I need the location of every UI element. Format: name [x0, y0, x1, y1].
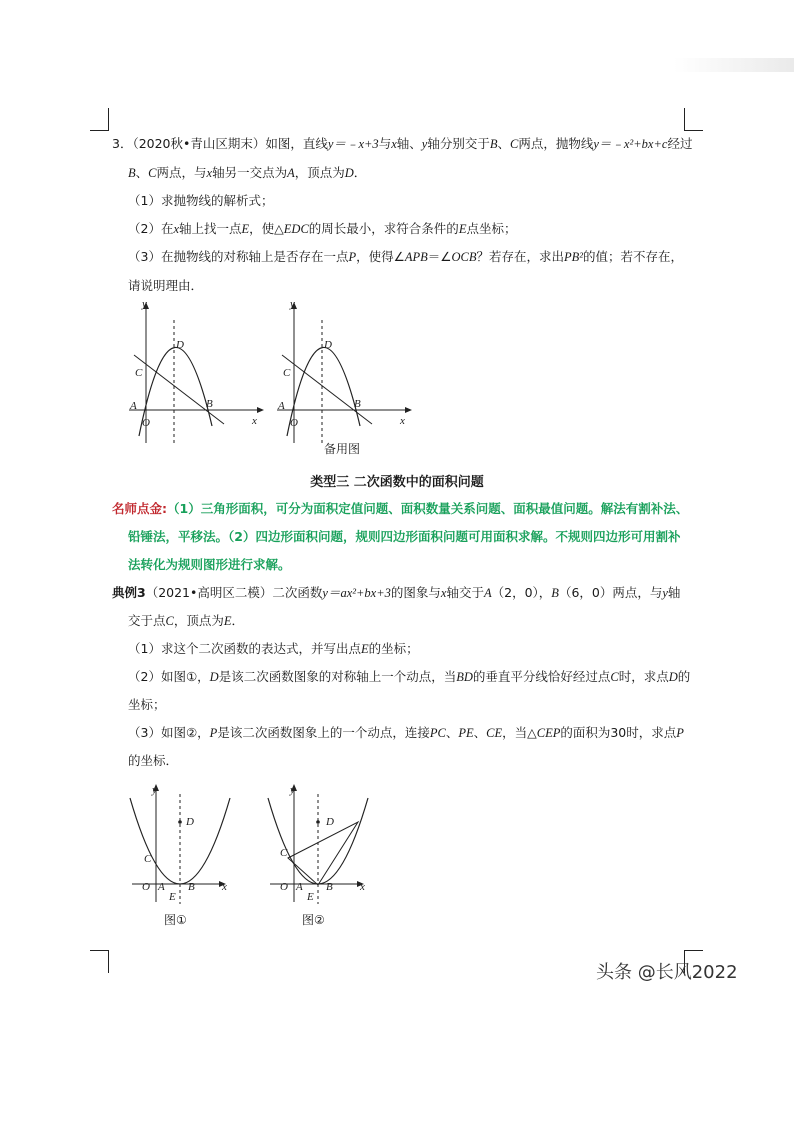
var-C: C	[148, 166, 157, 180]
crop-mark-bottom-left	[90, 950, 109, 973]
text: 与	[378, 136, 392, 151]
label-a: A	[158, 881, 165, 893]
label-e: E	[169, 891, 176, 903]
var-C: C	[510, 137, 519, 151]
var-E: E	[241, 222, 250, 236]
label-y: y	[290, 298, 295, 310]
var-B: B	[128, 166, 136, 180]
text: （6，0）两点，与	[558, 585, 663, 600]
var-x: x	[391, 137, 397, 151]
text: 点坐标；	[466, 221, 517, 236]
example3-figure-1	[124, 780, 239, 910]
text: 的周长最小，求符合条件的	[308, 221, 459, 236]
text: 时，求点	[618, 669, 669, 684]
example3-q3	[128, 724, 684, 742]
text: （2，0），	[491, 585, 552, 600]
label-a: A	[296, 881, 303, 893]
label-d: D	[186, 816, 194, 828]
var-EDC: EDC	[283, 222, 309, 236]
problem3-figure-backup	[272, 298, 417, 450]
label-d: D	[176, 339, 184, 351]
var-APB: APB	[404, 250, 428, 264]
label-b: B	[326, 881, 333, 893]
var-PC: PC	[429, 726, 446, 740]
label-b: B	[206, 398, 213, 410]
parabola	[268, 798, 368, 884]
var-x: x	[440, 586, 447, 600]
var-x: x	[173, 222, 180, 236]
text: 轴交于	[446, 585, 484, 600]
tip-line2: 铅锤法，平移法。（2）四边形面积问题，规则四边形面积问题可用面积求解。不规则四边形可用割补	[128, 529, 681, 544]
text: 轴分别交于	[427, 136, 490, 151]
var-P: P	[676, 726, 684, 740]
label-a: A	[130, 400, 137, 412]
var-P: P	[348, 250, 357, 264]
text: 、	[473, 725, 487, 740]
var-D: D	[209, 670, 219, 684]
crop-mark-top-right	[684, 108, 703, 131]
text: ．	[231, 613, 245, 628]
example3-line2	[128, 612, 244, 630]
text: ，使得∠	[356, 249, 405, 264]
text: 轴、	[396, 136, 422, 151]
label-o: O	[280, 881, 288, 893]
figure1-caption: 图①	[164, 913, 187, 927]
label-x: x	[252, 415, 257, 427]
text: ，顶点为	[294, 165, 345, 180]
var-OCB: OCB	[451, 250, 477, 264]
label-a: A	[278, 400, 285, 412]
var-B: B	[489, 137, 498, 151]
var-C: C	[610, 670, 619, 684]
label-b: B	[188, 881, 195, 893]
example-label: 典例3	[112, 585, 146, 600]
point-d	[316, 820, 320, 824]
label-o: O	[142, 417, 150, 429]
var-y: y	[662, 586, 668, 600]
var-E: E	[360, 642, 369, 656]
text: 是该二次函数图象的对称轴上一个动点，当	[218, 669, 457, 684]
text: 的面积为30时，求点	[560, 725, 677, 740]
var-A: A	[287, 166, 295, 180]
parabola	[130, 798, 230, 884]
problem3-q3-cont: 请说明理由．	[128, 278, 204, 293]
example3-line1	[112, 584, 680, 602]
text: （2）在	[128, 221, 174, 236]
text: 的	[677, 669, 691, 684]
text: （3）如图②，	[128, 725, 210, 740]
var-E: E	[223, 614, 232, 628]
text: ，使△	[249, 221, 284, 236]
label-y: y	[142, 298, 147, 310]
text: （2）如图①，	[128, 669, 210, 684]
text: （1）求这个二次函数的表达式，并写出点	[128, 641, 361, 656]
backup-figure-caption: 备用图	[324, 442, 361, 456]
x-axis-arrow	[405, 407, 412, 413]
watermark: 头条 @长风2022	[596, 962, 738, 983]
x-axis-arrow	[257, 407, 264, 413]
label-c: C	[283, 367, 291, 379]
text: 、	[135, 165, 149, 180]
problem3-figure-1	[124, 298, 269, 450]
label-c: C	[135, 367, 143, 379]
var-CE: CE	[486, 726, 503, 740]
text: 的垂直平分线恰好经过点	[472, 669, 611, 684]
text: 的值；若不存在，	[583, 249, 684, 264]
problem3-q1: （1）求抛物线的解析式；	[128, 193, 274, 208]
example3-q2-cont: 坐标；	[128, 697, 166, 712]
example3-q1	[128, 640, 419, 658]
label-d: D	[324, 339, 332, 351]
figure2-caption: 图②	[302, 913, 325, 927]
problem3-q2	[128, 220, 516, 238]
crop-mark-top-left	[90, 108, 109, 131]
var-P: P	[209, 726, 218, 740]
var-y: y	[421, 137, 428, 151]
tip-text: （1）三角形面积，可分为面积定值问题、面积数量关系问题、面积最值问题。解法有割补法、	[167, 501, 689, 516]
text: 、	[497, 136, 511, 151]
tip-label: 名师点金:	[112, 501, 167, 516]
var-D: D	[668, 670, 678, 684]
text: 两点，抛物线	[518, 136, 594, 151]
scan-shadow	[674, 58, 794, 72]
text: 的图象与	[390, 585, 441, 600]
label-o: O	[290, 417, 298, 429]
example3-figure-2	[262, 780, 377, 910]
label-y: y	[290, 784, 295, 796]
label-x: x	[360, 881, 365, 893]
text: ，当△	[502, 725, 537, 740]
text: 轴另一交点为	[212, 165, 288, 180]
text: （2021•高明区二模）二次函数	[145, 585, 323, 600]
label-c: C	[280, 847, 288, 859]
label-x: x	[400, 415, 405, 427]
text: 轴上找一点	[179, 221, 242, 236]
text: 的坐标；	[368, 641, 419, 656]
var-PE: PE	[458, 726, 474, 740]
var-D: D	[344, 166, 354, 180]
tip-line3: 法转化为规则图形进行求解。	[128, 557, 291, 572]
text: 交于点	[128, 613, 166, 628]
var-CEP: CEP	[536, 726, 561, 740]
label-d: D	[326, 816, 334, 828]
var-B: B	[551, 586, 559, 600]
point-d	[178, 820, 182, 824]
text: ？若存在，求出	[476, 249, 564, 264]
text: 经过	[667, 136, 693, 151]
text: ＝∠	[427, 249, 452, 264]
line-equation: y＝﹣x+3	[327, 137, 379, 151]
var-A: A	[484, 586, 492, 600]
label-x: x	[222, 881, 227, 893]
var-PB2: PB²	[563, 250, 584, 264]
problem3-line1	[112, 135, 692, 153]
example3-q2	[128, 668, 690, 686]
var-BD: BD	[456, 670, 473, 684]
quadratic-equation: y＝ax²+bx+3	[322, 586, 391, 600]
example3-q3-cont: 的坐标．	[128, 753, 179, 768]
text: 轴	[667, 585, 681, 600]
section-title: 类型三 二次函数中的面积问题	[310, 475, 484, 490]
problem3-line2	[128, 164, 366, 182]
text: ，顶点为	[173, 613, 224, 628]
problem3-source: 3．（2020秋•青山区期末）如图，直线	[112, 136, 328, 151]
var-E: E	[458, 222, 467, 236]
var-C: C	[165, 614, 174, 628]
label-e: E	[307, 891, 314, 903]
label-c: C	[144, 853, 152, 865]
label-o: O	[142, 881, 150, 893]
label-y: y	[152, 784, 157, 796]
text: 、	[445, 725, 459, 740]
parabola-equation: y＝﹣x²+bx+c	[593, 137, 668, 151]
text: ．	[353, 165, 367, 180]
var-x: x	[206, 166, 213, 180]
line-bc	[282, 355, 372, 424]
label-b: B	[354, 398, 361, 410]
text: 两点，与	[156, 165, 207, 180]
line-bc	[134, 355, 224, 424]
text: （3）在抛物线的对称轴上是否存在一点	[128, 249, 349, 264]
tip-line1	[112, 500, 688, 518]
problem3-q3	[128, 248, 683, 266]
text: 是该二次函数图象上的一个动点，连接	[217, 725, 430, 740]
